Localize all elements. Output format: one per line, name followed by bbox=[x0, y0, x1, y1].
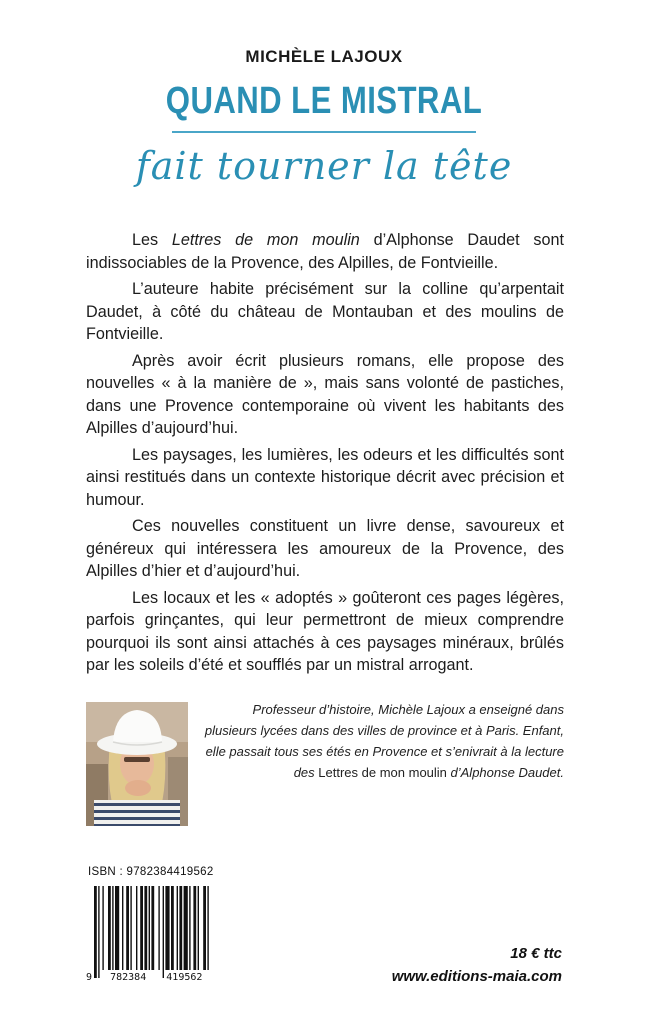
barcode-bar bbox=[158, 886, 159, 970]
barcode-bar bbox=[115, 886, 119, 970]
barcode-bar bbox=[179, 886, 182, 970]
book-subtitle: fait tourner la tête bbox=[135, 144, 513, 188]
author-bio bbox=[200, 699, 564, 783]
blurb-p1-post: d’Alphonse Daudet sont indissociables de la Provence, des Alpilles, de Fontvieille. bbox=[86, 231, 564, 272]
back-cover-blurb bbox=[86, 229, 564, 681]
author-name: MICHÈLE LAJOUX bbox=[245, 47, 403, 66]
blurb-paragraph-6: Les locaux et les « adoptés » goûteront ces pages légères, parfois grinçantes, qui leur permettront de mieux comprendre pourquoi ils sont ainsi attachés à ces paysages minéraux, brûlés par les soleils d’été et soufflés par un mistral arrogant. bbox=[86, 588, 564, 674]
barcode-digit-first: 9 bbox=[86, 972, 93, 983]
bio-text-after: d’Alphonse Daudet. bbox=[446, 765, 564, 780]
blurb-paragraph-3: Après avoir écrit plusieurs romans, elle propose des nouvelles « à la manière de », mais sans volonté de pastiches, dans une Provence contemporaine où vivent les habitants des Alpilles d’aujourd’hui. bbox=[86, 351, 564, 437]
blurb-paragraph-2: L’auteure habite précisément sur la colline qu’arpentait Daudet, à côté du château de Montauban et des moulins de Fontvieille. bbox=[86, 280, 564, 343]
barcode-bar bbox=[198, 886, 199, 970]
blurb-paragraph-5: Ces nouvelles constituent un livre dense, savoureux et généreux qui intéressera les amoureux de la Provence, des Alpilles d’hier et d’aujourd’hui. bbox=[86, 517, 564, 580]
barcode-bar bbox=[122, 886, 123, 970]
barcode-bar bbox=[171, 886, 174, 970]
blurb-paragraph-4: Les paysages, les lumières, les odeurs et les difficultés sont ainsi restitués dans un contexte historique décrit avec précision et humour. bbox=[86, 445, 564, 509]
barcode-bar bbox=[94, 886, 97, 978]
barcode-bar bbox=[165, 886, 169, 970]
barcode-bar bbox=[189, 886, 190, 970]
blurb-p1-book-title: Lettres de mon moulin bbox=[171, 231, 360, 249]
barcode-bar bbox=[102, 886, 103, 970]
barcode-bar bbox=[193, 886, 196, 970]
publisher-website: www.editions-maia.com bbox=[391, 968, 562, 985]
title-rule bbox=[172, 131, 476, 133]
barcode-icon bbox=[86, 882, 214, 986]
barcode-digits-right: 419562 bbox=[166, 972, 203, 983]
barcode-digits bbox=[86, 972, 216, 983]
barcode-bar bbox=[203, 886, 206, 970]
barcode-bar bbox=[130, 886, 131, 970]
barcode-bar bbox=[207, 886, 208, 970]
barcode-bar bbox=[184, 886, 188, 970]
bio-book-title: Lettres de mon moulin bbox=[318, 765, 447, 780]
barcode-bar bbox=[98, 886, 99, 978]
blurb-p1-pre: Les bbox=[132, 231, 172, 249]
book-title: QUAND LE MISTRAL bbox=[165, 80, 483, 122]
barcode-bar bbox=[163, 886, 164, 978]
barcode-bar bbox=[177, 886, 178, 970]
bio-text-before: Professeur d’histoire, Michèle Lajoux a enseigné dans plusieurs lycées dans des villes de province et à Paris. Enfant, elle passait tous ses étés en Provence et s’enivrait à la lecture des bbox=[204, 702, 564, 780]
barcode-bar bbox=[126, 886, 129, 970]
blurb-paragraph-1 bbox=[86, 229, 564, 274]
isbn-label: ISBN : 9782384419562 bbox=[88, 866, 214, 878]
author-photo-icon bbox=[86, 702, 188, 826]
barcode-bar bbox=[112, 886, 113, 970]
barcode-bar bbox=[136, 886, 137, 970]
barcode-digits-left: 782384 bbox=[110, 972, 147, 983]
barcode-bar bbox=[140, 886, 143, 970]
barcode-bar bbox=[108, 886, 111, 970]
price: 18 € ttc bbox=[510, 945, 562, 962]
barcode-bar bbox=[144, 886, 147, 970]
barcode-bar bbox=[151, 886, 154, 970]
barcode-bar bbox=[149, 886, 150, 970]
